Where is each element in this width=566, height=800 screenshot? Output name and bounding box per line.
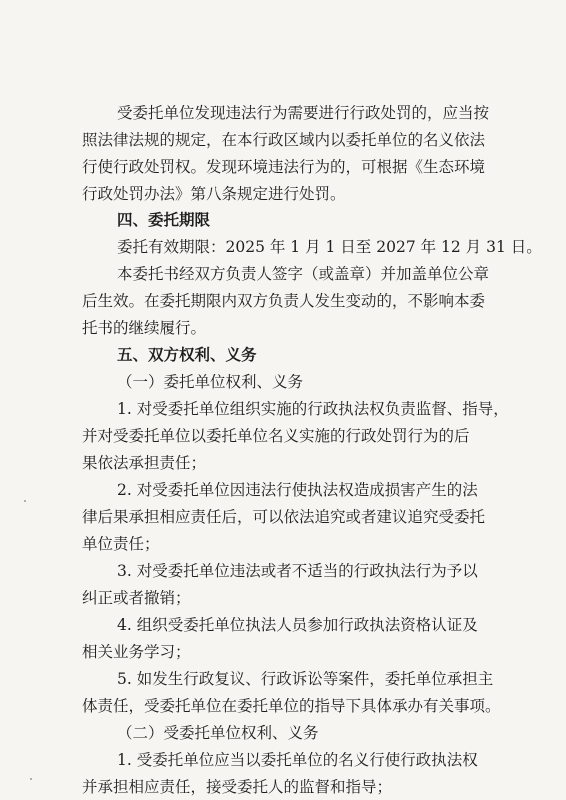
paragraph-line: 5. 如发生行政复议、行政诉讼等案件，委托单位承担主 [117, 670, 494, 688]
scan-speck [30, 778, 32, 780]
paragraph-line: 托书的继续履行。 [82, 319, 207, 337]
section-heading: 四、委托期限 [117, 211, 211, 229]
paragraph-line: 纠正或者撤销； [82, 589, 191, 607]
paragraph-line: 并对受委托单位以委托单位名义实施的行政处罚行为的后 [82, 427, 470, 445]
section-heading: 五、双方权利、义务 [117, 346, 257, 364]
subsection-heading: （二）受委托单位权利、义务 [117, 724, 319, 742]
paragraph-line: 体责任，受委托单位在委托单位的指导下具体承办有关事项。 [82, 697, 501, 715]
paragraph-line: 果依法承担责任； [82, 454, 207, 472]
paragraph-line: 后生效。在委托期限内双方负责人发生变动的，不影响本委 [82, 292, 486, 310]
scan-speck [24, 500, 26, 502]
paragraph-line: 并承担相应责任，接受委托人的监督和指导； [82, 778, 393, 796]
paragraph-line: 行使行政处罚权。发现环境违法行为的，可根据《生态环境 [82, 158, 486, 176]
paragraph-line: 4. 组织受委托单位执法人员参加行政执法资格认证及 [117, 616, 478, 634]
paragraph-line: 受委托单位发现违法行为需要进行行政处罚的，应当按 [117, 104, 490, 122]
paragraph-line: 2. 对受委托单位因违法行使执法权造成损害产生的法 [117, 481, 478, 499]
paragraph-line: 单位责任； [82, 535, 160, 553]
paragraph-line: 照法律法规的规定，在本行政区域内以委托单位的名义依法 [82, 131, 486, 149]
paragraph-line: 律后果承担相应责任后，可以依法追究或者建议追究受委托 [82, 508, 486, 526]
paragraph-line: 行政处罚办法》第八条规定进行处罚。 [82, 185, 346, 203]
subsection-heading: （一）委托单位权利、义务 [117, 373, 304, 391]
paragraph-line: 本委托书经双方负责人签字（或盖章）并加盖单位公章 [117, 265, 490, 283]
paragraph-line: 1. 受委托单位应当以委托单位的名义行使行政执法权 [117, 751, 478, 769]
paragraph-line: 相关业务学习； [82, 643, 191, 661]
paragraph-line: 3. 对受委托单位违法或者不适当的行政执法行为予以 [117, 562, 478, 580]
paragraph-line: 委托有效期限：2025 年 1 月 1 日至 2027 年 12 月 31 日。 [117, 238, 542, 256]
paragraph-line: 1. 对受委托单位组织实施的行政执法权负责监督、指导， [117, 400, 509, 418]
